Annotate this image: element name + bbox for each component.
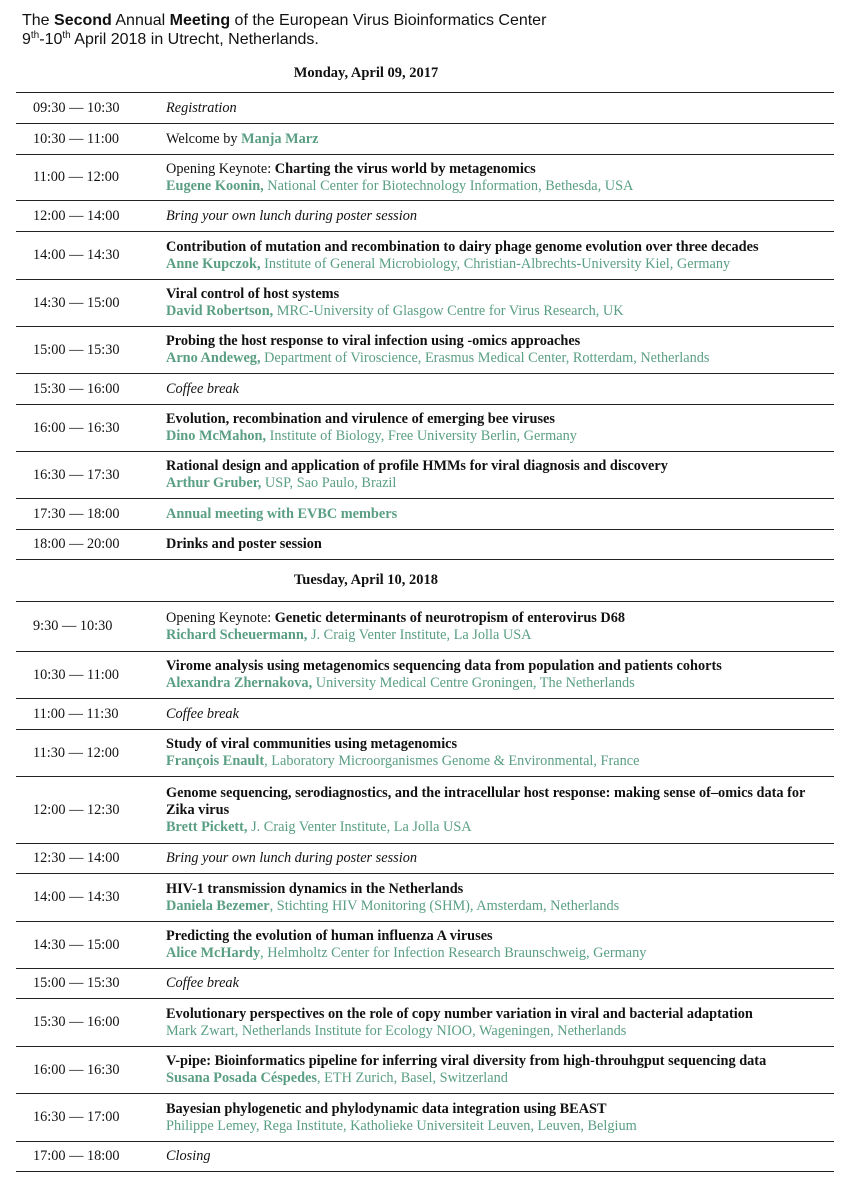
time-slot: 16:00 — 16:30 bbox=[33, 419, 120, 436]
table-row bbox=[16, 405, 834, 452]
session-text: Bring your own lunch during poster session bbox=[166, 207, 417, 224]
talk-cell bbox=[162, 1101, 834, 1135]
time-slot: 18:00 — 20:00 bbox=[33, 536, 120, 552]
time-slot: 17:00 — 18:00 bbox=[33, 1148, 120, 1164]
talk-cell bbox=[162, 1053, 834, 1087]
session-text: Coffee break bbox=[166, 705, 239, 722]
table-row bbox=[16, 777, 834, 844]
header-line-1 bbox=[22, 11, 546, 30]
table-row bbox=[16, 232, 834, 280]
session-text: Bring your own lunch during poster session bbox=[166, 850, 417, 866]
speaker-name: Arthur Gruber, bbox=[166, 475, 262, 491]
header-date: -10 bbox=[39, 31, 63, 48]
table-row bbox=[16, 699, 834, 730]
session-text bbox=[162, 131, 834, 148]
talk-title: Study of viral communities using metagenomics bbox=[166, 736, 458, 752]
header-bold-meeting: Meeting bbox=[169, 12, 231, 29]
table-row bbox=[16, 374, 834, 405]
table-row bbox=[16, 999, 834, 1047]
header-date: 9 bbox=[22, 31, 31, 48]
talk-title: Evolution, recombination and virulence of emerging bee viruses bbox=[166, 411, 555, 427]
header-text: Annual bbox=[111, 12, 170, 29]
talk-cell bbox=[162, 411, 834, 445]
time-slot: 14:00 — 14:30 bbox=[33, 889, 120, 905]
speaker-line bbox=[166, 675, 834, 692]
time-slot: 16:30 — 17:30 bbox=[33, 466, 120, 483]
speaker-name: Alice McHardy bbox=[166, 945, 261, 961]
talk-title: Virome analysis using metagenomics sequencing data from population and patients cohorts bbox=[166, 658, 722, 674]
speaker-affiliation: Institute of Biology, Free University Berlin, Germany bbox=[266, 428, 577, 444]
table-row bbox=[16, 922, 834, 969]
table-row bbox=[16, 652, 834, 699]
speaker-name: François Enault bbox=[166, 753, 265, 769]
time-slot: 11:30 — 12:00 bbox=[33, 744, 120, 761]
speaker-line bbox=[166, 428, 834, 445]
header-text: April 2018 in Utrecht, Netherlands. bbox=[70, 31, 319, 48]
talk-cell bbox=[162, 881, 834, 915]
talk-title: Probing the host response to viral infection using -omics approaches bbox=[166, 333, 581, 349]
talk-cell bbox=[162, 658, 834, 692]
talk-cell bbox=[162, 785, 834, 836]
time-slot: 14:00 — 14:30 bbox=[33, 247, 120, 263]
speaker-line bbox=[166, 1070, 834, 1087]
time-slot: 14:30 — 15:00 bbox=[33, 936, 120, 953]
speaker-name: Mark Zwart bbox=[166, 1022, 235, 1039]
table-row bbox=[16, 201, 834, 232]
speaker-name: Manja Marz bbox=[241, 130, 319, 147]
speaker-affiliation: , Rega Institute, Katholieke Universiteit Leuven, Leuven, Belgium bbox=[256, 1117, 637, 1134]
speaker-line bbox=[166, 898, 834, 915]
table-row bbox=[16, 280, 834, 327]
talk-title: HIV-1 transmission dynamics in the Netherlands bbox=[166, 880, 464, 897]
speaker-line bbox=[166, 350, 834, 367]
speaker-line bbox=[166, 945, 834, 962]
time-slot: 11:00 — 12:00 bbox=[33, 169, 120, 185]
time-slot: 16:30 — 17:00 bbox=[33, 1109, 120, 1125]
talk-cell bbox=[162, 239, 834, 273]
speaker-name: Richard Scheuermann, bbox=[166, 626, 308, 643]
speaker-affiliation: National Center for Biotechnology Information, Bethesda, USA bbox=[263, 177, 634, 194]
time-slot: 12:00 — 12:30 bbox=[33, 801, 120, 818]
session-text: Annual meeting with EVBC members bbox=[166, 505, 398, 522]
schedule-table-monday bbox=[16, 92, 834, 560]
talk-cell bbox=[162, 1006, 834, 1040]
talk-title: V-pipe: Bioinformatics pipeline for inferring viral diversity from high-throuhgput sequencing data bbox=[166, 1053, 767, 1069]
keynote-label: Opening Keynote: bbox=[166, 609, 275, 626]
table-row bbox=[16, 93, 834, 124]
talk-title: Rational design and application of profile HMMs for viral diagnosis and discovery bbox=[166, 458, 668, 474]
talk-cell bbox=[162, 610, 834, 644]
table-row bbox=[16, 730, 834, 777]
talk-title: Bayesian phylogenetic and phylodynamic data integration using BEAST bbox=[166, 1100, 607, 1117]
time-slot: 15:30 — 16:00 bbox=[33, 380, 120, 397]
speaker-affiliation: , ETH Zurich, Basel, Switzerland bbox=[316, 1070, 508, 1086]
speaker-affiliation: USP, Sao Paulo, Brazil bbox=[261, 475, 397, 491]
speaker-name: Anne Kupczok, bbox=[166, 255, 261, 272]
speaker-name: Arno Andeweg, bbox=[166, 350, 261, 366]
speaker-affiliation: J. Craig Venter Institute, La Jolla USA bbox=[247, 818, 472, 835]
session-text: Coffee break bbox=[166, 975, 239, 991]
speaker-name: Philippe Lemey bbox=[166, 1117, 256, 1134]
header-text: The bbox=[22, 12, 55, 29]
header-text: of the European Virus Bioinformatics Center bbox=[230, 12, 547, 29]
talk-title: Viral control of host systems bbox=[166, 286, 340, 302]
speaker-line bbox=[166, 1118, 834, 1135]
time-slot: 15:00 — 15:30 bbox=[33, 975, 120, 991]
speaker-line bbox=[166, 475, 834, 492]
speaker-affiliation: MRC-University of Glasgow Centre for Virus Research, UK bbox=[273, 303, 624, 319]
header-line-2 bbox=[22, 30, 546, 49]
speaker-name: Alexandra Zhernakova, bbox=[166, 675, 313, 691]
header-sup: th bbox=[30, 30, 40, 41]
table-row bbox=[16, 874, 834, 922]
time-slot: 17:30 — 18:00 bbox=[33, 505, 120, 522]
header-sup: th bbox=[62, 30, 71, 41]
session-text: Closing bbox=[166, 1148, 211, 1164]
day-title-monday: Monday, April 09, 2017 bbox=[293, 65, 439, 81]
keynote-label: Opening Keynote: bbox=[166, 160, 275, 177]
time-slot: 10:30 — 11:00 bbox=[33, 130, 120, 147]
table-row bbox=[16, 530, 834, 560]
speaker-affiliation: Department of Viroscience, Erasmus Medical Center, Rotterdam, Netherlands bbox=[260, 350, 710, 366]
talk-title: Genome sequencing, serodiagnostics, and the intracellular host response: making sense of–omics data for Zika virus bbox=[166, 784, 806, 818]
session-text: Registration bbox=[166, 99, 237, 116]
table-row bbox=[16, 155, 834, 201]
table-row bbox=[16, 844, 834, 874]
speaker-line bbox=[166, 627, 834, 644]
speaker-affiliation: , Netherlands Institute for Ecology NIOO, Wageningen, Netherlands bbox=[234, 1022, 627, 1039]
time-slot: 12:30 — 14:00 bbox=[33, 850, 120, 866]
speaker-line bbox=[166, 1023, 834, 1040]
time-slot: 09:30 — 10:30 bbox=[33, 99, 120, 116]
talk-cell bbox=[162, 333, 834, 367]
table-row bbox=[16, 327, 834, 374]
speaker-affiliation: , Helmholtz Center for Infection Research Braunschweig, Germany bbox=[260, 945, 647, 961]
speaker-line bbox=[166, 819, 822, 836]
speaker-name: Eugene Koonin, bbox=[166, 177, 264, 194]
speaker-line bbox=[166, 178, 834, 195]
time-slot: 10:30 — 11:00 bbox=[33, 666, 120, 683]
speaker-line bbox=[166, 256, 834, 273]
speaker-line bbox=[166, 303, 834, 320]
table-row bbox=[16, 1142, 834, 1172]
time-slot: 16:00 — 16:30 bbox=[33, 1061, 120, 1078]
talk-title: Predicting the evolution of human influenza A viruses bbox=[166, 928, 493, 944]
talk-title bbox=[166, 161, 834, 178]
talk-title bbox=[166, 610, 834, 627]
time-slot: 9:30 — 10:30 bbox=[33, 618, 113, 634]
time-slot: 14:30 — 15:00 bbox=[33, 294, 120, 311]
time-slot: 15:00 — 15:30 bbox=[33, 341, 120, 358]
table-row bbox=[16, 452, 834, 499]
talk-title-text: Charting the virus world by metagenomics bbox=[274, 160, 536, 177]
day-title-tuesday: Tuesday, April 10, 2018 bbox=[293, 572, 439, 588]
speaker-affiliation: J. Craig Venter Institute, La Jolla USA bbox=[307, 626, 532, 643]
table-row bbox=[16, 499, 834, 530]
talk-title: Evolutionary perspectives on the role of copy number variation in viral and bacterial adaptation bbox=[166, 1005, 753, 1022]
time-slot: 15:30 — 16:00 bbox=[33, 1014, 120, 1030]
time-slot: 11:00 — 11:30 bbox=[33, 705, 119, 722]
table-row bbox=[16, 969, 834, 999]
talk-cell bbox=[162, 928, 834, 962]
speaker-affiliation: University Medical Centre Groningen, The Netherlands bbox=[312, 675, 635, 691]
time-slot: 12:00 — 14:00 bbox=[33, 207, 120, 224]
welcome-text: Welcome by bbox=[166, 130, 242, 147]
speaker-name: Dino McMahon, bbox=[166, 428, 267, 444]
table-row bbox=[16, 602, 834, 652]
speaker-name: Brett Pickett, bbox=[166, 818, 248, 835]
talk-cell bbox=[162, 458, 834, 492]
talk-cell bbox=[162, 161, 834, 195]
document-header bbox=[22, 11, 546, 49]
speaker-name: David Robertson, bbox=[166, 303, 274, 319]
session-text: Drinks and poster session bbox=[166, 536, 322, 552]
talk-cell bbox=[162, 736, 834, 770]
speaker-line bbox=[166, 753, 834, 770]
speaker-affiliation: , Stichting HIV Monitoring (SHM), Amsterdam, Netherlands bbox=[269, 897, 620, 914]
table-row bbox=[16, 1047, 834, 1094]
header-bold-second: Second bbox=[54, 12, 112, 29]
table-row bbox=[16, 124, 834, 155]
schedule-table-tuesday bbox=[16, 601, 834, 1172]
speaker-name: Susana Posada Céspedes bbox=[166, 1070, 317, 1086]
talk-title-text: Genetic determinants of neurotropism of enterovirus D68 bbox=[274, 609, 626, 626]
table-row bbox=[16, 1094, 834, 1142]
speaker-affiliation: , Laboratory Microorganismes Genome & Environmental, France bbox=[264, 753, 640, 769]
speaker-affiliation: Institute of General Microbiology, Christian-Albrechts-University Kiel, Germany bbox=[260, 255, 731, 272]
talk-title: Contribution of mutation and recombination to dairy phage genome evolution over three decades bbox=[166, 238, 759, 255]
talk-cell bbox=[162, 286, 834, 320]
session-text: Coffee break bbox=[166, 380, 239, 397]
speaker-name: Daniela Bezemer bbox=[166, 897, 270, 914]
